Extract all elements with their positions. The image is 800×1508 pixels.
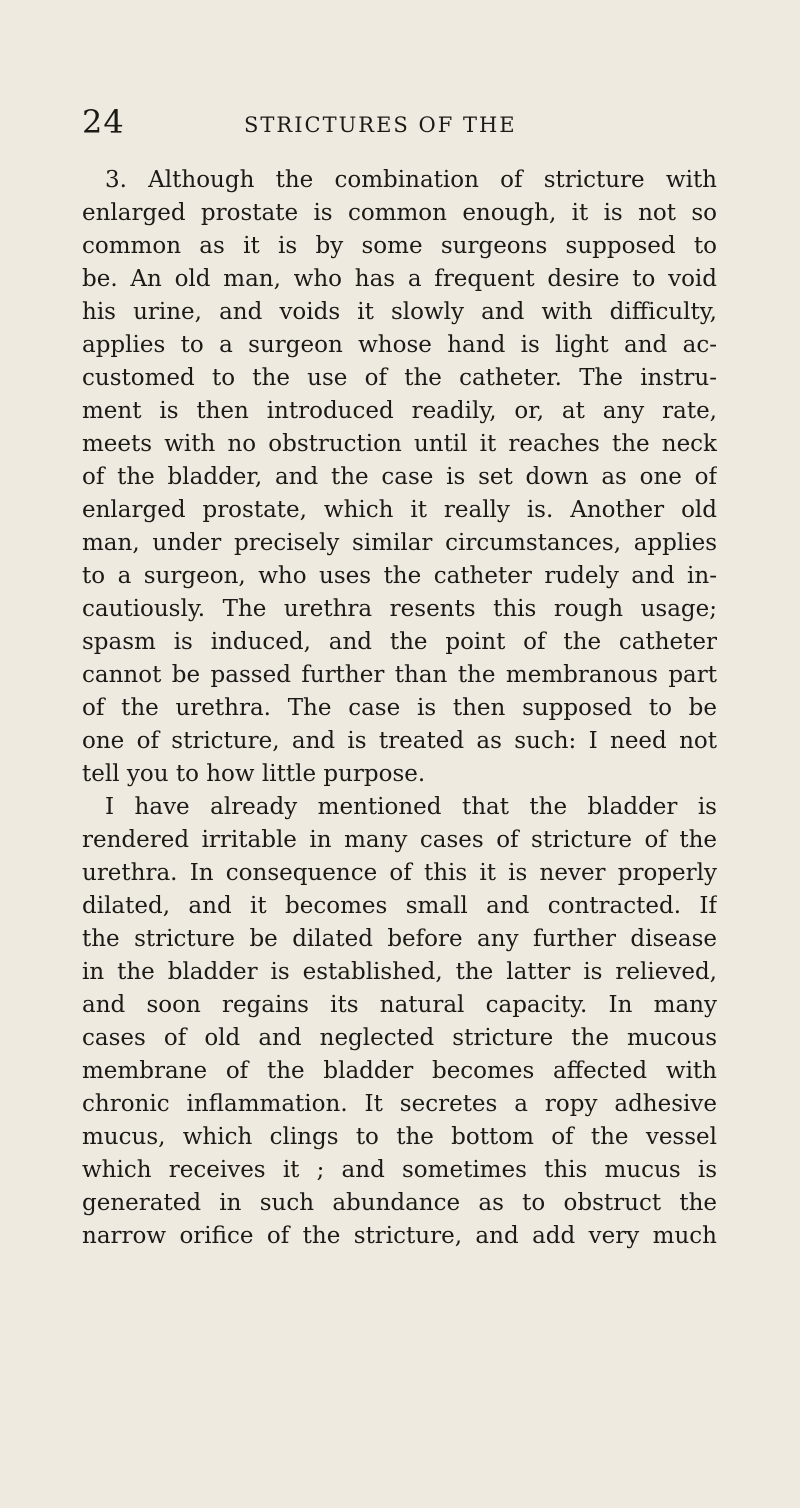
- text-line: in the bladder is established, the latter is relieved,: [82, 959, 717, 985]
- text-line: I have already mentioned that the bladder is: [105, 794, 717, 820]
- text-line: meets with no obstruction until it reaches the neck: [82, 431, 717, 457]
- text-line: customed to the use of the catheter. The instru-: [82, 365, 717, 391]
- text-line: rendered irritable in many cases of stricture of the: [82, 827, 717, 853]
- text-line: membrane of the bladder becomes affected with: [82, 1058, 717, 1084]
- text-line: urethra. In consequence of this it is never properly: [82, 860, 717, 886]
- text-line: to a surgeon, who uses the catheter rudely and in-: [82, 563, 717, 589]
- text-line: enlarged prostate is common enough, it is not so: [82, 200, 717, 226]
- text-line: of the bladder, and the case is set down as one of: [82, 464, 717, 490]
- text-line: spasm is induced, and the point of the catheter: [82, 629, 717, 655]
- text-line: of the urethra. The case is then supposed to be: [82, 695, 717, 721]
- text-line: ment is then introduced readily, or, at any rate,: [82, 398, 717, 424]
- text-line: generated in such abundance as to obstruct the: [82, 1190, 717, 1216]
- book-page: [0, 104, 800, 1508]
- text-line: 3. Although the combination of stricture with: [105, 167, 717, 193]
- text-line: chronic inflammation. It secretes a ropy adhesive: [82, 1091, 717, 1117]
- text-line: the stricture be dilated before any further disease: [82, 926, 717, 952]
- text-line: enlarged prostate, which it really is. Another old: [82, 497, 717, 523]
- text-line: mucus, which clings to the bottom of the vessel: [82, 1124, 717, 1150]
- text-line: applies to a surgeon whose hand is light and ac-: [82, 332, 717, 358]
- running-head: [82, 104, 717, 164]
- text-line: his urine, and voids it slowly and with difficulty,: [82, 299, 717, 325]
- text-line: narrow orifice of the stricture, and add very much: [82, 1223, 717, 1249]
- text-line: common as it is by some surgeons supposed to: [82, 233, 717, 259]
- text-line: which receives it ; and sometimes this mucus is: [82, 1157, 717, 1183]
- text-line: tell you to how little purpose.: [82, 761, 426, 787]
- text-line: cannot be passed further than the membranous part: [82, 662, 717, 688]
- text-line: cases of old and neglected stricture the mucous: [82, 1025, 717, 1051]
- page-number: 24: [82, 103, 125, 141]
- running-title: STRICTURES OF THE: [244, 113, 517, 137]
- text-line: one of stricture, and is treated as such: I need not: [82, 728, 717, 754]
- text-line: and soon regains its natural capacity. In many: [82, 992, 717, 1018]
- text-line: man, under precisely similar circumstances, applies: [82, 530, 717, 556]
- text-line: be. An old man, who has a frequent desire to void: [82, 266, 717, 292]
- body-text: [82, 164, 717, 1253]
- text-line: dilated, and it becomes small and contracted. If: [82, 893, 717, 919]
- text-line: cautiously. The urethra resents this rough usage;: [82, 596, 717, 622]
